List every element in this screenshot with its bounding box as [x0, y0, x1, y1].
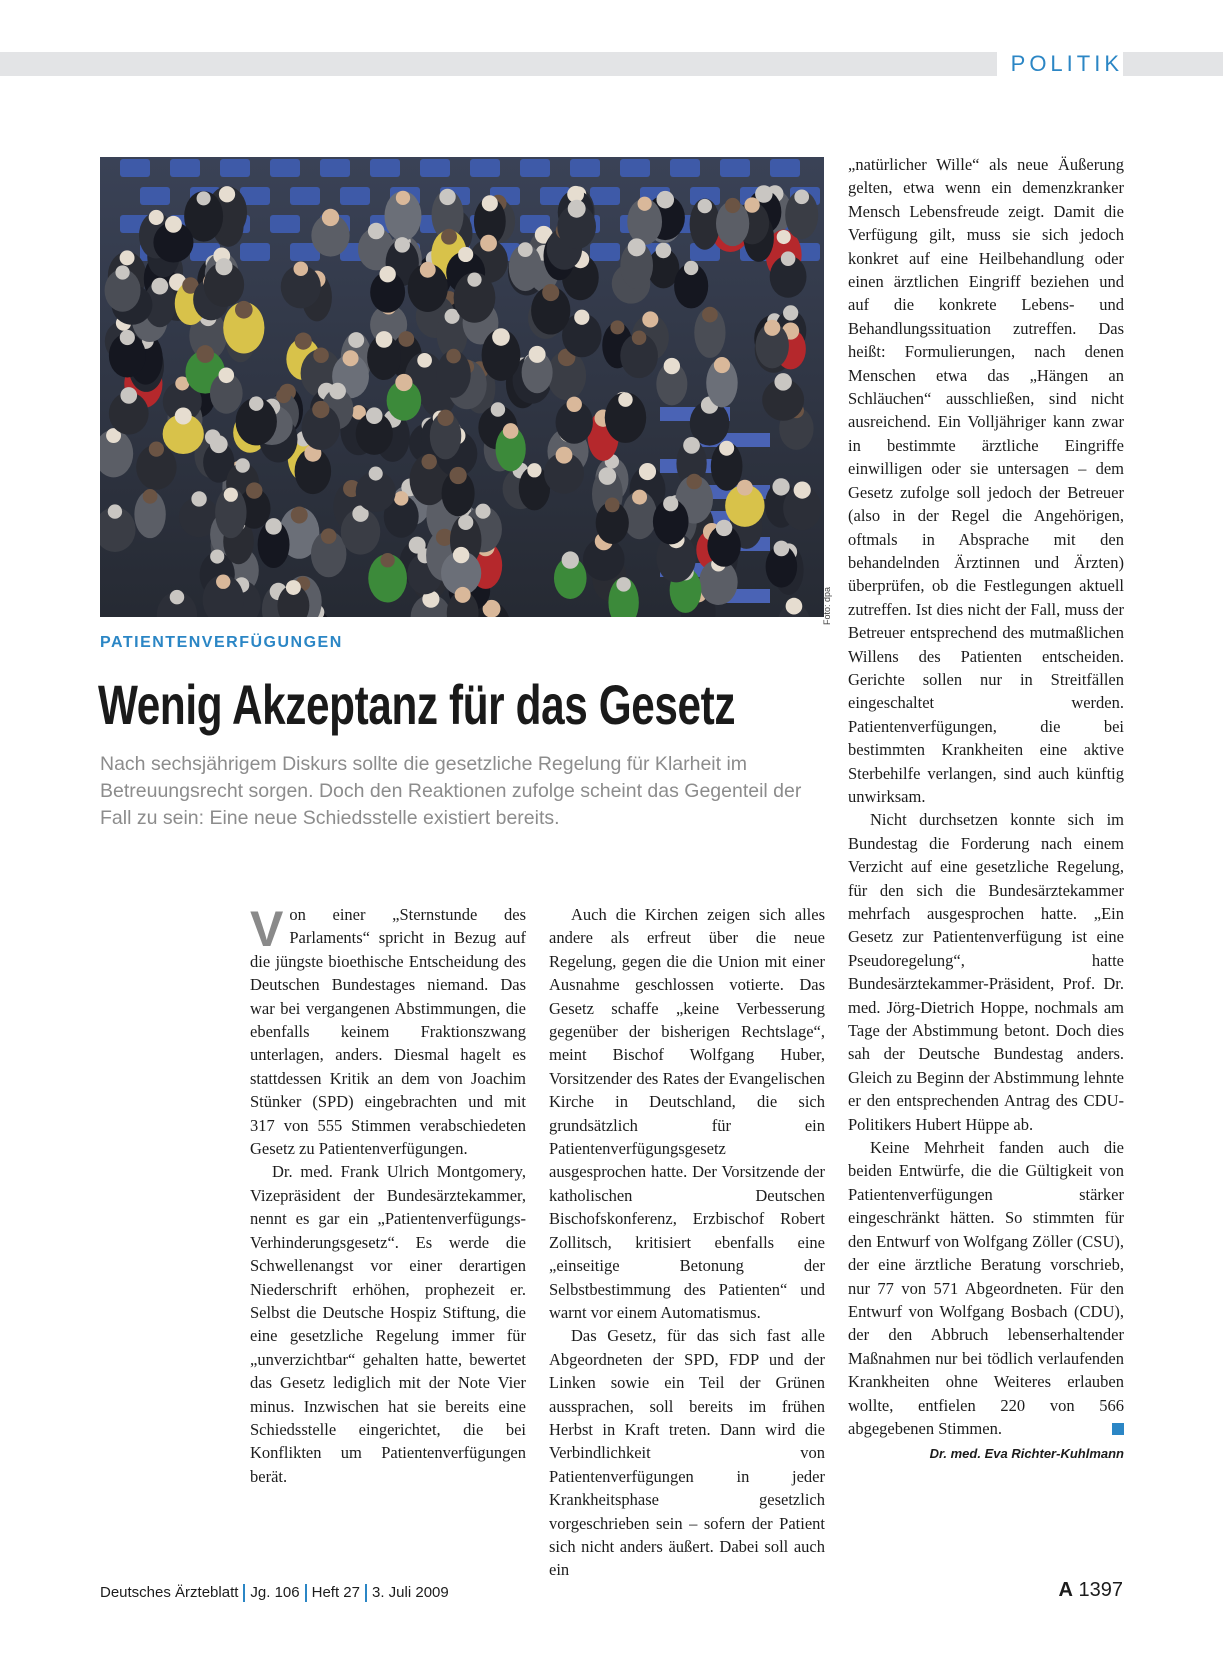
- page-footer: [100, 1584, 449, 1602]
- separator: [365, 1584, 367, 1602]
- paragraph: Von einer „Sternstunde des Parlaments“ spricht in Bezug auf die jüngste bioethische Entscheidung des Deutschen Bundestages niemand. Das war bei vergangenen Abstimmungen, die ebenfalls keinem Fraktionszwang unterlagen, anders. Diesmal hagelt es stattdessen Kritik an dem von Joachim Stünker (SPD) eingebrachten und mit 317 von 555 Stimmen verabschiedeten Gesetz zu Patientenverfügungen.: [250, 901, 526, 1159]
- volume: Jg. 106: [250, 1584, 300, 1601]
- article-column-3: [848, 153, 1124, 1466]
- drop-cap: V: [250, 901, 284, 957]
- publication-name: Deutsches Ärzteblatt: [100, 1584, 239, 1601]
- article-author: Dr. med. Eva Richter-Kuhlmann: [929, 1446, 1124, 1462]
- parliament-photo: [100, 157, 824, 617]
- paragraph: Dr. med. Frank Ulrich Montgomery, Vizepräsident der Bundesärztekammer, nennt es gar ein „Patientenverfügungs-Verhinderungsgesetz“. Es werde die Schwellenangst vor einer derartigen Niederschrift erhöhen, prophezeit er. Selbst die Deutsche Hospiz Stiftung, die eine gesetzliche Regelung immer für „unverzichtbar“ gehalten hatte, bewertet das Gesetz lediglich mit der Note Vier minus. Inzwischen hat sie bereits eine Schiedsstelle eingerichtet, die bei Konflikten um Patientenverfügungen berät.: [250, 1162, 526, 1486]
- paragraph: Auch die Kirchen zeigen sich alles andere als erfreut über die neue Regelung, gegen die die Union mit einer Ausnahme geschlossen votierte. Das Gesetz schaffe „keine Verbesserung gegenüber der bisherigen Rechtslage“, meint Bischof Wolfgang Huber, Vorsitzender des Rates der Evangelischen Kirche in Deutschland, die sich grundsätzlich für ein Patientenverfügungsgesetz ausgesprochen hatte. Der Vorsitzende der katholischen Deutschen Bischofskonferenz, Erzbischof Robert Zollitsch, kritisiert ebenfalls eine „einseitige Betonung der Selbstbestimmung des Patienten“ und warnt vor einem Automatismus.: [549, 905, 825, 1322]
- photo-credit: Foto: dpa: [822, 586, 832, 625]
- parliament-crowd-image: [100, 157, 824, 617]
- paragraph: Das Gesetz, für das sich fast alle Abgeordneten der SPD, FDP und der Linken sowie ein Teil der Grünen aussprachen, soll bereits im frühen Herbst in Kraft treten. Dann wird die Verbindlichkeit von Patientenverfügungen in jeder Krankheitsphase gesetzlich vorgeschrieben sein – sofern der Patient sich nicht anders äußert. Dabei soll auch ein: [549, 1326, 825, 1580]
- article-lead: Nach sechsjährigem Diskurs sollte die gesetzliche Regelung für Klarheit im Betreuungsrecht sorgen. Doch den Reaktionen zufolge scheint das Gegenteil der Fall zu sein: Eine neue Schiedsstelle existiert bereits.: [100, 753, 802, 829]
- article-headline: Wenig Akzeptanz für das Gesetz: [98, 673, 736, 736]
- paragraph: Nicht durchsetzen konnte sich im Bundestag die Forderung nach einem Verzicht auf eine gesetzliche Regelung, für den sich die Bundesärztekammer mehrfach ausgesprochen hatte. „Ein Gesetz zur Patientenverfügung ist eine Pseudoregelung“, hatte Bundesärztekammer-Präsident, Prof. Dr. med. Jörg-Dietrich Hoppe, nochmals am Tage der Abstimmung betont. Doch dies sah der Deutsche Bundestag anders. Gleich zu Beginn der Abstimmung lehnte er den entsprechenden Antrag des CDU-Politikers Hubert Hüppe ab.: [848, 810, 1124, 1134]
- separator: [243, 1584, 245, 1602]
- page-number: A 1397: [1058, 1579, 1123, 1601]
- section-label: POLITIK: [997, 50, 1123, 78]
- separator: [305, 1584, 307, 1602]
- paragraph: Keine Mehrheit fanden auch die beiden Entwürfe, die die Gültigkeit von Patientenverfügungen stärker eingeschränkt hätten. So stimmten für den Entwurf von Wolfgang Zöller (CSU), der eine ärztliche Beratung vorschrieb, nur 77 von 571 Abgeordneten. Für den Entwurf von Wolfgang Bosbach (CDU), der den Abbruch lebenserhaltender Maßnahmen nur bei tödlich verlaufenden Krankheiten ohne Weiteres erlauben wollte, entfielen 220 von 566 abgegebenen Stimmen.: [848, 1138, 1124, 1438]
- issue-date: 3. Juli 2009: [372, 1584, 449, 1601]
- paragraph: „natürlicher Wille“ als neue Äußerung gelten, etwa wenn ein demenzkranker Mensch Lebensfreude zeigt. Damit die Verfügung gilt, muss sie sich jedoch konkret auf eine Heilbehandlung oder einen ärztlichen Eingriff beziehen und auf die konkrete Lebens- und Behandlungssituation zutreffen. Das heißt: Formulierungen, nach denen Menschen etwa das „Hängen an Schläuchen“ ausschließen, sind nicht ausreichend. Ein Volljähriger kann zwar in bestimmte ärztliche Eingriffe einwilligen oder sie untersagen – dem Gesetz zufolge soll jedoch der Betreuer (also in der Regel die Angehörigen, oftmals in Absprache mit den behandelnden Ärztinnen und Ärzten) überprüfen, ob die Festlegungen aktuell zutreffen. Ist dies nicht der Fall, muss der Betreuer entsprechend des mutmaßlichen Willens des Patienten entscheiden. Gerichte sollen nur in Streitfällen eingeschaltet werden. Patientenverfügungen, die bei bestimmten Krankheiten eine aktive Sterbehilfe verlangen, sind auch künftig unwirksam.: [848, 155, 1124, 806]
- article-column-2: [549, 903, 825, 1582]
- end-mark-icon: [1112, 1423, 1124, 1435]
- article-column-1: [250, 903, 526, 1488]
- issue: Heft 27: [311, 1584, 360, 1601]
- article-kicker: PATIENTENVERFÜGUNGEN: [100, 634, 343, 651]
